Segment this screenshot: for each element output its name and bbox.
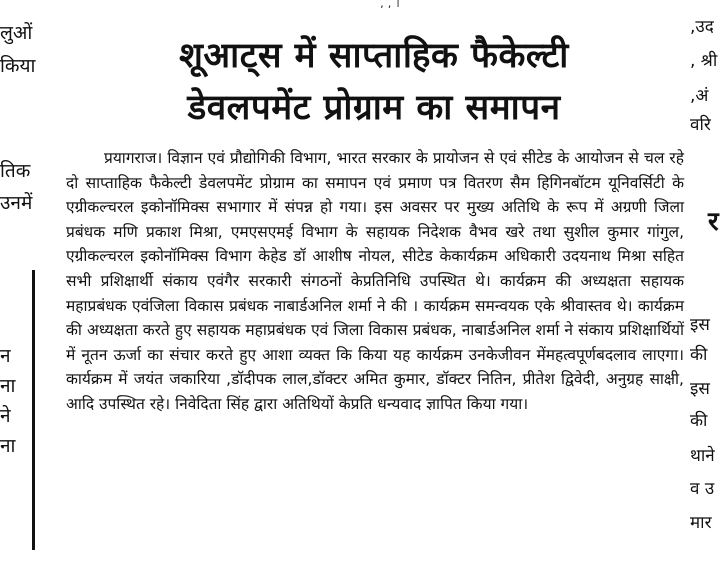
right-fragment: मार [690, 513, 712, 533]
right-fragment: की [690, 411, 708, 431]
right-fragment: थाने [690, 446, 715, 466]
right-fragment: ,अं [690, 86, 709, 106]
left-fragment: न [0, 345, 11, 367]
top-strip-clipped-text: , , । [380, 0, 400, 8]
left-fragment: ना [0, 435, 16, 457]
left-fragment: ना [0, 375, 16, 397]
right-fragment: वरि [690, 115, 711, 135]
left-fragment: उनमें [0, 192, 33, 214]
right-fragment: की [690, 345, 708, 365]
left-fragment: लुओं [0, 22, 33, 44]
left-fragment: तिक [0, 160, 31, 182]
left-fragment: ने [0, 405, 11, 427]
headline-line-1: शूआट्स में साप्ताहिक फैकेल्टी [179, 36, 569, 76]
left-column-clipped [0, 0, 40, 588]
left-fragment: किया [0, 55, 36, 77]
right-fragment: इस [690, 379, 710, 399]
column-divider [32, 270, 35, 550]
right-fragment: व उ [690, 479, 715, 499]
headline-line-2: डेवलपमेंट प्रोग्राम का समापन [187, 88, 561, 128]
headline [64, 30, 684, 134]
right-fragment: , श्री [690, 51, 718, 71]
right-column-heading: र [708, 207, 719, 237]
right-column-clipped [688, 0, 720, 588]
article-body: प्रयागराज। विज्ञान एवं प्रौद्योगिकी विभाग, भारत सरकार के प्रायोजन से एवं सीटेड के आयोजन से चल रहे दो साप्ताहिक फैकेल्टी डेवलपमेंट प्रोग्राम का समापन एवं प्रमाण पत्र वितरण सैम हिगिनबॉटम यूनिवर्सिटी के एग्रीकल्चरल इकोनॉमिक्स सभागार में संपन्न हो गया। इस अवसर पर मुख्य अतिथि के रूप में अग्रणी जिला प्रबंधक मणि प्रकाश मिश्रा, एमएसएमई विभाग के सहायक निदेशक वैभव खरे तथा सुशील कुमार गांगुल, एग्रीकल्चरल इकोनॉमिक्स विभाग केहेड डॉ आशीष नोयल, सीटेड केकार्यक्रम अधिकारी उदयनाथ मिश्रा सहित सभी प्रशिक्षार्थी संकाय एवंगैर सरकारी संगठनों केप्रतिनिधि उपस्थित थे। कार्यक्रम की अध्यक्षता सहायक महाप्रबंधक एवंजिला विकास प्रबंधक नाबार्डअनिल शर्मा ने की । कार्यक्रम समन्वयक एके श्रीवास्तव थे। कार्यक्रम की अध्यक्षता करते हुए सहायक महाप्रबंधक एवं जिला विकास प्रबंधक, नाबार्डअनिल शर्मा ने संकाय प्रशिक्षार्थियों में नूतन ऊर्जा का संचार करते हुए आशा व्यक्त कि किया यह कार्यक्रम उनकेजीवन मेंमहत्वपूर्णबदलाव लाएगा। कार्यक्रम में जयंत जकारिया ,डॉदीपक लाल,डॉक्टर अमित कुमार, डॉक्टर नितिन, प्रीतेश द्विवेदी, अनुग्रह साक्षी, आदि उपस्थित रहे। निवेदिता सिंह द्वारा अतिथियों केप्रति धन्यवाद ज्ञापित किया गया। [66, 149, 684, 413]
right-fragment: इस [690, 315, 710, 335]
right-fragment: ,उद [690, 17, 714, 37]
